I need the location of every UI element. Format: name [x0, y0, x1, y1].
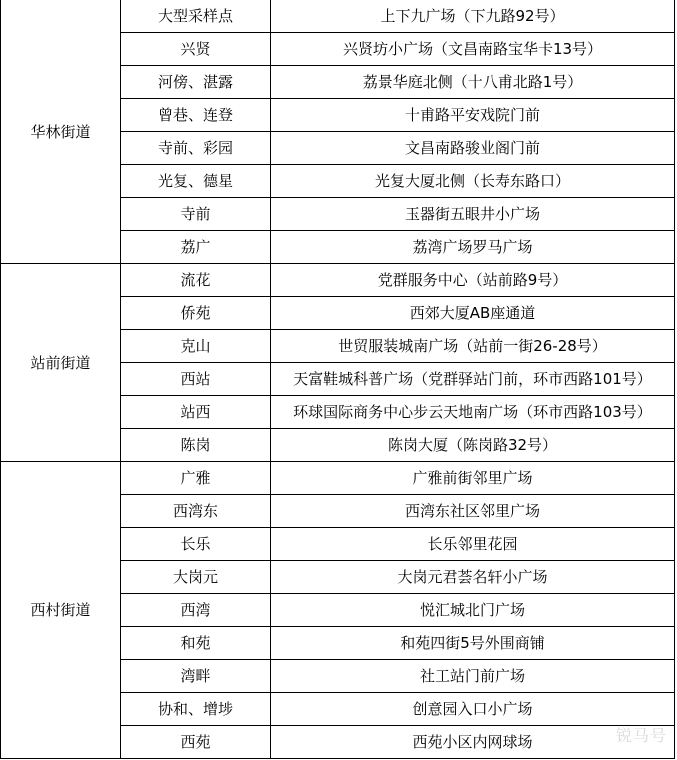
site-cell: 陈岗大厦（陈岗路32号） [271, 429, 675, 462]
site-cell: 光复大厦北侧（长寿东路口） [271, 165, 675, 198]
area-cell: 广雅 [121, 462, 271, 495]
area-cell: 河傍、湛露 [121, 66, 271, 99]
site-cell: 悦汇城北门广场 [271, 594, 675, 627]
table-row [1, 0, 675, 33]
site-cell: 社工站门前广场 [271, 660, 675, 693]
site-cell: 党群服务中心（站前路9号） [271, 264, 675, 297]
street-cell: 西村街道 [1, 462, 121, 759]
area-cell: 寺前 [121, 198, 271, 231]
site-cell: 文昌南路骏业阁门前 [271, 132, 675, 165]
site-cell: 西湾东社区邻里广场 [271, 495, 675, 528]
site-cell: 长乐邻里花园 [271, 528, 675, 561]
site-cell: 环球国际商务中心步云天地南广场（环市西路103号） [271, 396, 675, 429]
table-row [1, 462, 675, 495]
area-cell: 湾畔 [121, 660, 271, 693]
site-cell: 广雅前街邻里广场 [271, 462, 675, 495]
area-cell: 克山 [121, 330, 271, 363]
table-row [1, 264, 675, 297]
area-cell: 西站 [121, 363, 271, 396]
area-cell: 曾巷、连登 [121, 99, 271, 132]
area-cell: 协和、增埗 [121, 693, 271, 726]
area-cell: 光复、德星 [121, 165, 271, 198]
table-body [1, 0, 675, 759]
street-cell: 华林街道 [1, 0, 121, 264]
site-cell: 十甫路平安戏院门前 [271, 99, 675, 132]
area-cell: 大型采样点 [121, 0, 271, 33]
site-cell: 玉器街五眼井小广场 [271, 198, 675, 231]
area-cell: 西湾东 [121, 495, 271, 528]
site-cell: 上下九广场（下九路92号） [271, 0, 675, 33]
site-cell: 世贸服装城南广场（站前一街26-28号） [271, 330, 675, 363]
area-cell: 荔广 [121, 231, 271, 264]
site-cell: 兴贤坊小广场（文昌南路宝华卡13号） [271, 33, 675, 66]
area-cell: 长乐 [121, 528, 271, 561]
area-cell: 西湾 [121, 594, 271, 627]
watermark: 锐马号 [615, 726, 667, 745]
site-cell: 荔湾广场罗马广场 [271, 231, 675, 264]
area-cell: 陈岗 [121, 429, 271, 462]
area-cell: 寺前、彩园 [121, 132, 271, 165]
area-cell: 西苑 [121, 726, 271, 759]
site-cell: 天富鞋城科普广场（党群驿站门前，环市西路101号） [271, 363, 675, 396]
street-cell: 站前街道 [1, 264, 121, 462]
area-cell: 兴贤 [121, 33, 271, 66]
area-cell: 大岗元 [121, 561, 271, 594]
site-cell: 大岗元君荟名轩小广场 [271, 561, 675, 594]
area-cell: 站西 [121, 396, 271, 429]
site-cell: 西苑小区内网球场 [271, 726, 675, 759]
area-cell: 流花 [121, 264, 271, 297]
area-cell: 和苑 [121, 627, 271, 660]
area-cell: 侨苑 [121, 297, 271, 330]
site-cell: 荔景华庭北侧（十八甫北路1号） [271, 66, 675, 99]
site-cell: 创意园入口小广场 [271, 693, 675, 726]
site-cell: 和苑四街5号外围商铺 [271, 627, 675, 660]
site-cell: 西郊大厦AB座通道 [271, 297, 675, 330]
